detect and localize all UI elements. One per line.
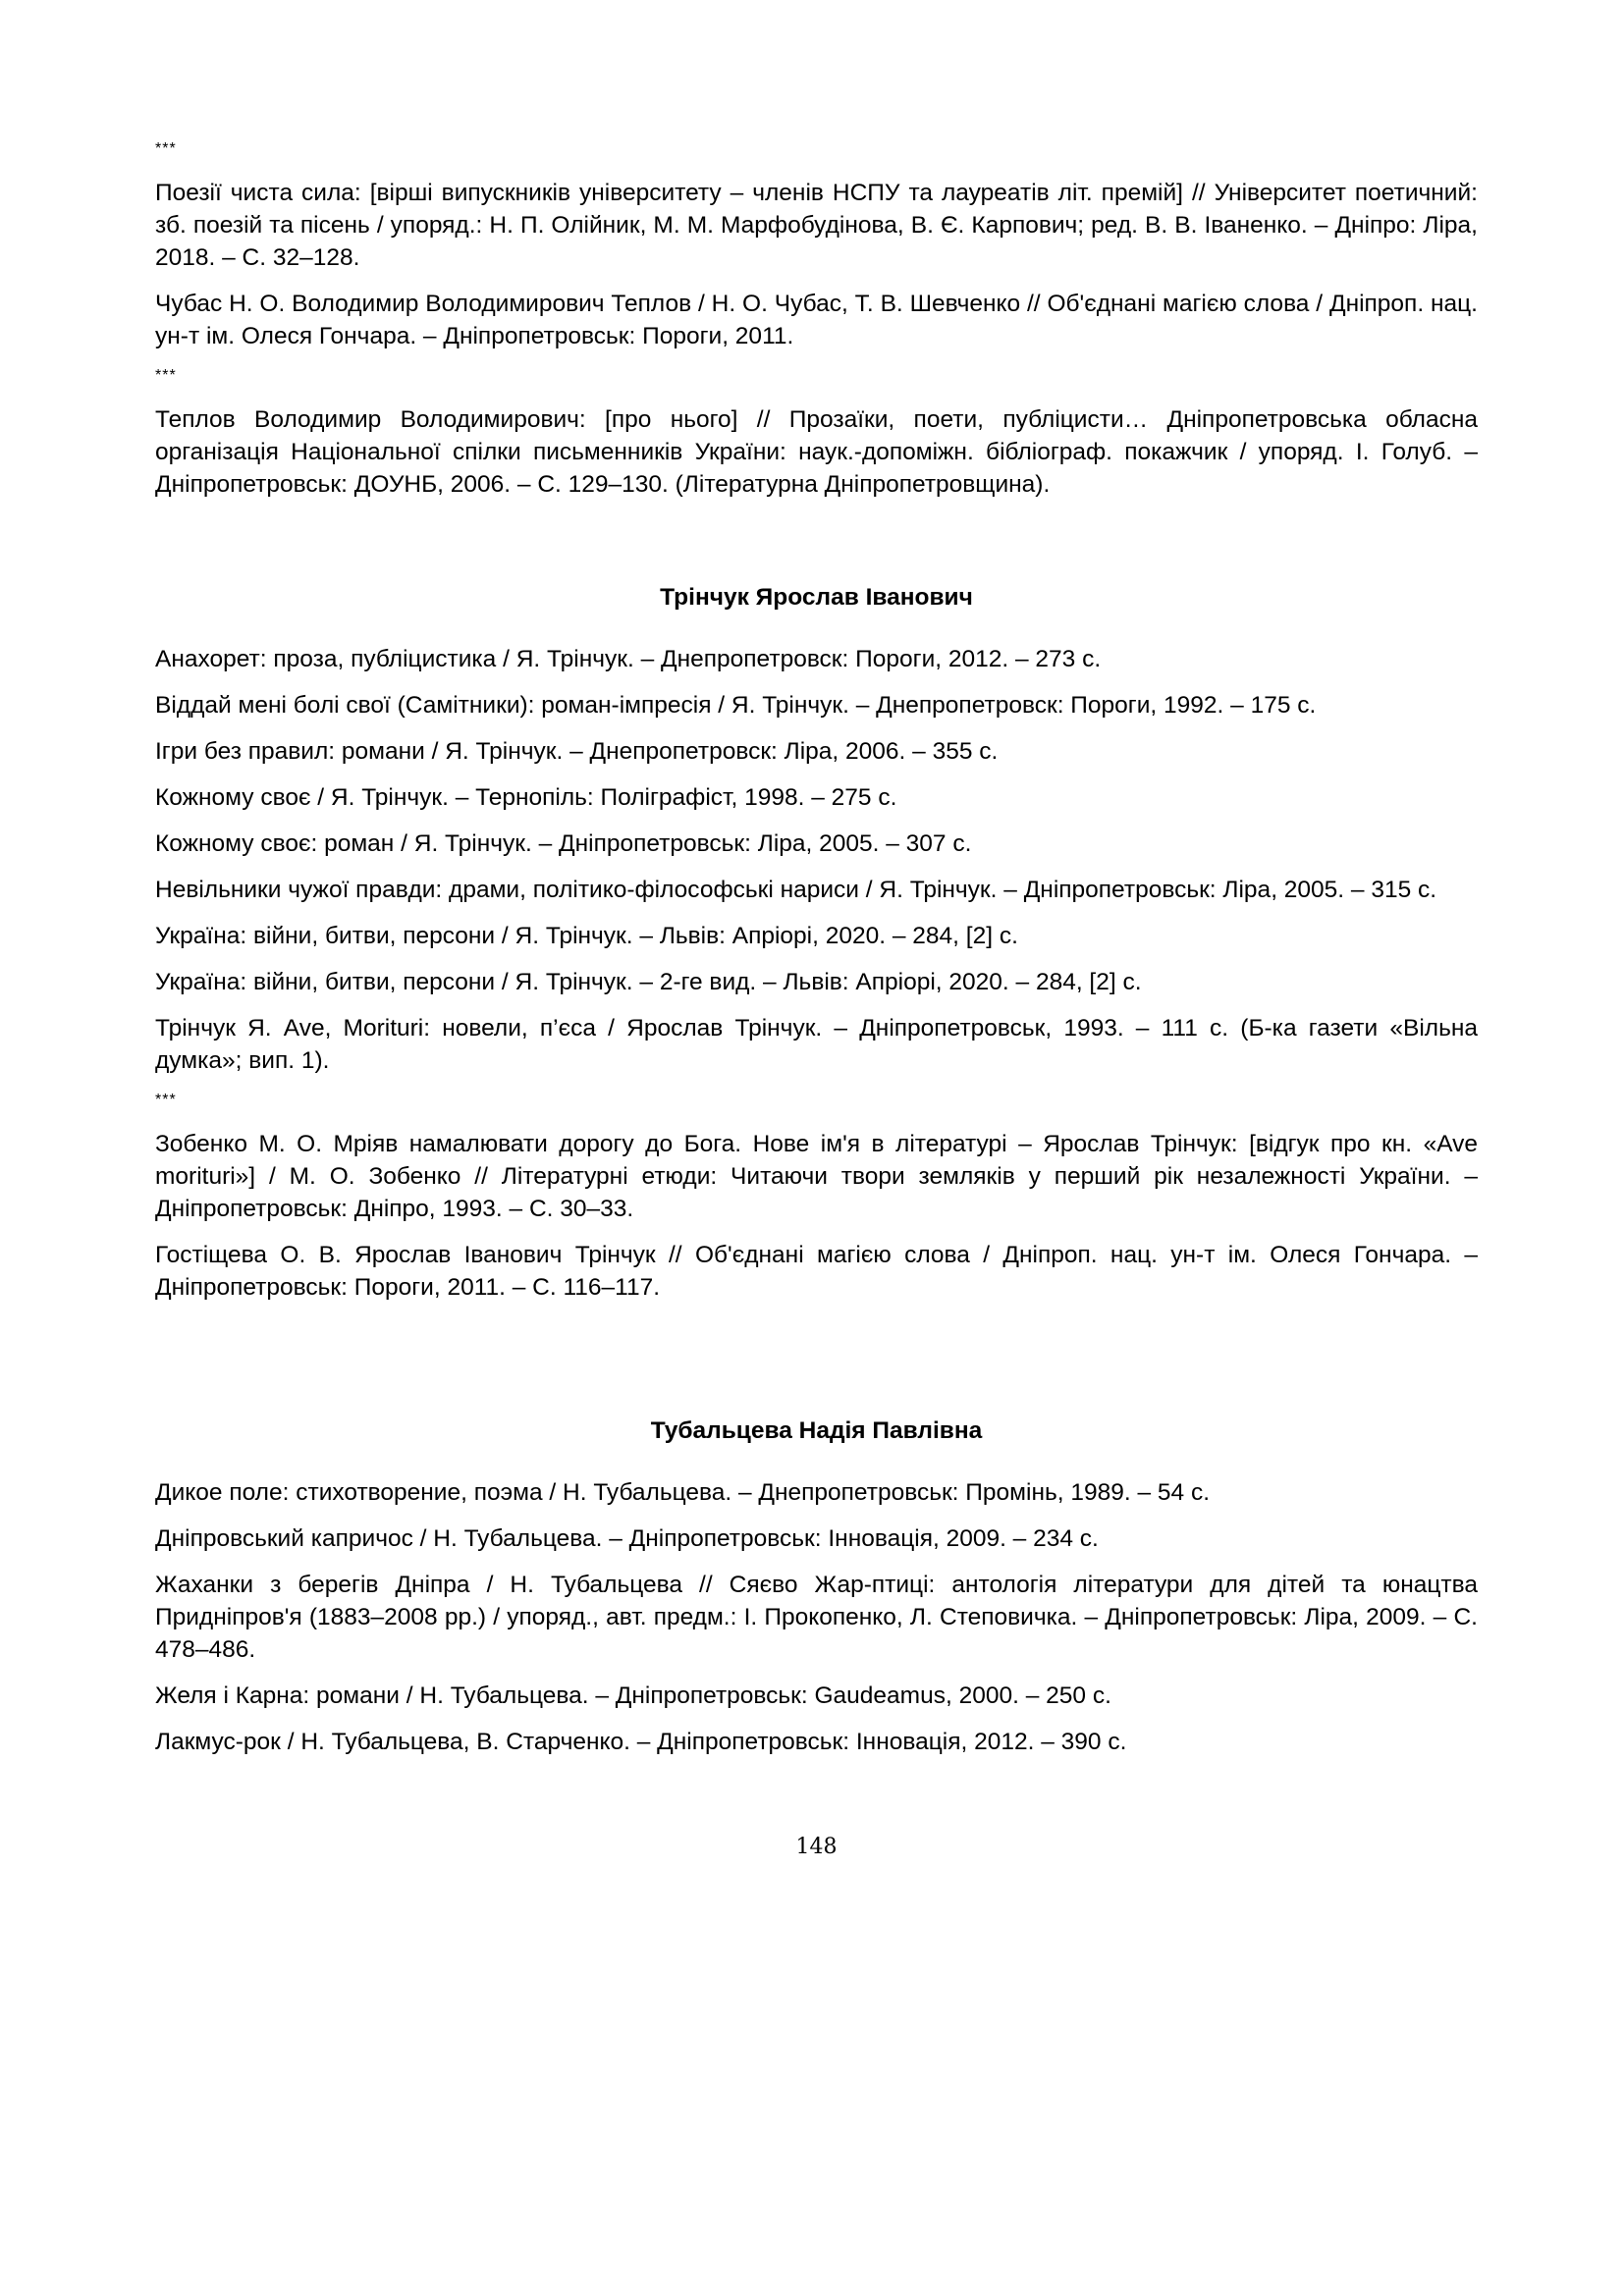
bibliography-entry: Дніпровський капричос / Н. Тубальцева. – Дніпропетровськ: Інновація, 2009. – 234 с. bbox=[155, 1525, 1099, 1552]
bibliography-entry: Поезії чиста сила: [вірші випускників університету – членів НСПУ та лауреатів літ. премій] // Університет поетичний: зб. поезій та пісень / упоряд.: Н. П. Олійник, М. М. Марфобудінова, В. Є. Карпович; ред. В. В. Іваненко. – Дніпро: Ліра, 2018. – С. 32–128. bbox=[155, 180, 1478, 271]
separator: *** bbox=[155, 367, 177, 384]
bibliography-entry: Теплов Володимир Володимирович: [про нього] // Прозаїки, поети, публіцисти… Дніпропетровська обласна організація Національної спілки письменників України: наук.-допоміжн. бібліограф. покажчик / упоряд. І. Голуб. – Дніпропетровськ: ДОУНБ, 2006. – С. 129–130. (Літературна Дніпропетровщина). bbox=[155, 406, 1478, 498]
section-heading-tubaltseva: Тубальцева Надія Павлівна bbox=[650, 1417, 983, 1444]
bibliography-entry: Невільники чужої правди: драми, політико-філософські нариси / Я. Трінчук. – Дніпропетровськ: Ліра, 2005. – 315 с. bbox=[155, 877, 1437, 903]
separator: *** bbox=[155, 140, 177, 157]
bibliography-list-tubaltseva bbox=[155, 1476, 1478, 1772]
bibliography-block-teplov bbox=[155, 139, 1478, 514]
bibliography-entry: Зобенко М. О. Мріяв намалювати дорогу до Бога. Нове ім'я в літературі – Ярослав Трінчук: [відгук про кн. «Ave moriturі»] / М. О. Зобенко // Літературні етюди: Читаючи твори земляків у перший рік незалежності України. – Дніпропетровськ: Дніпро, 1993. – С. 30–33. bbox=[155, 1131, 1478, 1222]
bibliography-entry: Кожному своє: роман / Я. Трінчук. – Дніпропетровськ: Ліра, 2005. – 307 с. bbox=[155, 830, 972, 857]
document-page bbox=[155, 0, 1478, 2296]
bibliography-entry: Анахорет: проза, публіцистика / Я. Трінчук. – Днепропетровск: Пороги, 2012. – 273 с. bbox=[155, 646, 1102, 672]
bibliography-entry: Кожному своє / Я. Трінчук. – Тернопіль: Поліграфіст, 1998. – 275 с. bbox=[155, 784, 897, 811]
bibliography-entry: Жаханки з берегів Дніпра / Н. Тубальцева // Сяєво Жар-птиці: антологія літератури для дітей та юнацтва Придніпров'я (1883–2008 рр.) / упоряд., авт. предм.: І. Прокопенко, Л. Степовичка. – Дніпропетровськ: Ліра, 2009. – С. 478–486. bbox=[155, 1572, 1478, 1663]
bibliography-list-trinchuk bbox=[155, 643, 1478, 1317]
bibliography-entry: Лакмус-рок / Н. Тубальцева, В. Старченко. – Дніпропетровськ: Інновація, 2012. – 390 с. bbox=[155, 1729, 1127, 1755]
bibliography-entry: Желя і Карна: романи / Н. Тубальцева. – Дніпропетровськ: Gaudeamus, 2000. – 250 с. bbox=[155, 1682, 1111, 1709]
bibliography-entry: Дикое поле: стихотворение, поэма / Н. Тубальцева. – Днепропетровськ: Промінь, 1989. – 54 с. bbox=[155, 1479, 1211, 1506]
bibliography-entry: Чубас Н. О. Володимир Володимирович Теплов / Н. О. Чубас, Т. В. Шевченко // Об'єднані магією слова / Дніпроп. нац. ун-т ім. Олеся Гончара. – Дніпропетровськ: Пороги, 2011. bbox=[155, 291, 1478, 349]
section-heading-trinchuk: Трінчук Ярослав Іванович bbox=[660, 584, 973, 611]
separator: *** bbox=[155, 1092, 177, 1108]
bibliography-entry: Україна: війни, битви, персони / Я. Трінчук. – 2-ге вид. – Львів: Апріорі, 2020. – 284, [2] с. bbox=[155, 969, 1142, 995]
bibliography-entry: Україна: війни, битви, персони / Я. Трінчук. – Львів: Апріорі, 2020. – 284, [2] с. bbox=[155, 923, 1018, 949]
bibliography-entry: Гостіщева О. В. Ярослав Іванович Трінчук // Об'єднані магією слова / Дніпроп. нац. ун-т ім. Олеся Гончара. – Дніпропетровськ: Пороги, 2011. – С. 116–117. bbox=[155, 1242, 1478, 1301]
bibliography-entry: Віддай мені болі свої (Самітники): роман-імпресія / Я. Трінчук. – Днепропетровск: Пороги, 1992. – 175 с. bbox=[155, 692, 1317, 719]
page-number: 148 bbox=[795, 1835, 838, 1859]
bibliography-entry: Ігри без правил: романи / Я. Трінчук. – Днепропетровск: Ліра, 2006. – 355 с. bbox=[155, 738, 999, 765]
bibliography-entry: Трінчук Я. Ave, Moriturі: новели, п’єса / Ярослав Трінчук. – Дніпропетровськ, 1993. – 111 с. (Б-ка газети «Вільна думка»; вип. 1). bbox=[155, 1015, 1478, 1074]
